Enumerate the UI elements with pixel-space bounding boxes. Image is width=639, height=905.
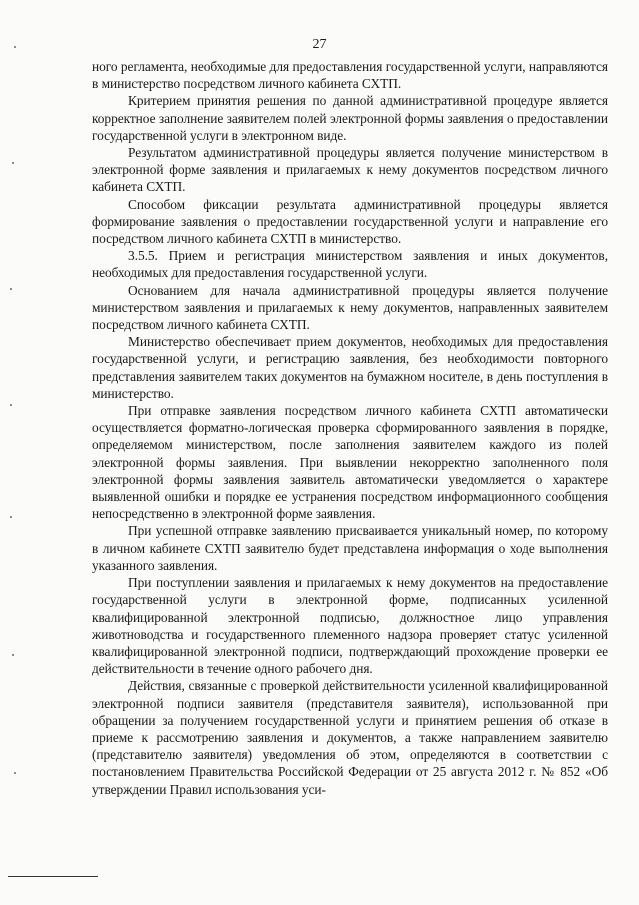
paragraph: Результатом административной процедуры является получение министерством в электронной форме заявления и прилагаемых к нему документов посредством личного кабинета СХТП. xyxy=(92,145,608,195)
scan-speck xyxy=(14,772,16,774)
paragraph: При успешной отправке заявлению присваивается уникальный номер, по которому в личном кабинете СХТП заявителю будет представлена информация о ходе выполнения указанного заявления. xyxy=(92,523,608,573)
scan-speck xyxy=(10,516,12,518)
paragraph: Основанием для начала административной процедуры является получение министерством заявления и прилагаемых к нему документов, направленных заявителем посредством личного кабинета СХТП. xyxy=(92,282,608,333)
footnote-divider xyxy=(8,876,98,877)
paragraph: Действия, связанные с проверкой действительности усиленной квалифицированной электронной подписи заявителя (представителя заявителя), использованной при обращении за получением государственной услуги и принятием решения об отказе в приеме к рассмотрению заявления и документов, а также направлением заявителю (представителю заявителя) уведомления об этом, определяются в соответствии с постановлением Правительства Российской Федерации от 25 августа 2012 г. № 852 «Об утверждении Правил использования уси- xyxy=(92,678,608,797)
paragraph: Способом фиксации результата административной процедуры является формирование заявления о предоставлении государственной услуги и направление его посредством личного кабинета СХТП в министерство. xyxy=(92,196,608,247)
page-number: 27 xyxy=(312,37,327,52)
scan-speck xyxy=(14,46,16,48)
body-text xyxy=(92,58,608,798)
paragraph: Критерием принятия решения по данной административной процедуре является корректное заполнение заявителем полей электронной формы заявления о предоставлении государственной услуги в электронном виде. xyxy=(92,93,608,143)
scan-speck xyxy=(10,288,12,290)
scan-speck xyxy=(10,404,12,406)
section-heading-3-5-5: 3.5.5. Прием и регистрация министерством заявления и иных документов, необходимых для предоставления государственной услуги. xyxy=(92,248,608,281)
paragraph-continuation: ного регламента, необходимые для предоставления государственной услуги, направляются в министерство посредством личного кабинета СХТП. xyxy=(92,59,608,92)
paragraph: Министерство обеспечивает прием документов, необходимых для предоставления государственной услуги, и регистрацию заявления, без необходимости повторного представления заявителем таких документов на бумажном носителе, в день поступления в министерство. xyxy=(92,334,608,401)
scan-speck xyxy=(12,162,14,164)
scan-speck xyxy=(12,654,14,656)
paragraph: При поступлении заявления и прилагаемых к нему документов на предоставление государственной услуги в электронной форме, подписанных усиленной квалифицированной электронной подписью, должностное лицо управления животноводства и государственного племенного надзора проверяет статус усиленной квалифицированной электронной подписи, подтверждающий прохождение проверки ее действительности в течение одного рабочего дня. xyxy=(92,575,608,677)
paragraph: При отправке заявления посредством личного кабинета СХТП автоматически осуществляется форматно-логическая проверка сформированного заявления в порядке, определяемом министерством, после заполнения заявителем каждого из полей электронной формы заявления. При выявлении некорректно заполненного поля электронной формы заявления заявитель автоматически уведомляется о характере выявленной ошибки и порядке ее устранения посредством информационного сообщения непосредственно в электронной форме заявления. xyxy=(92,403,608,522)
